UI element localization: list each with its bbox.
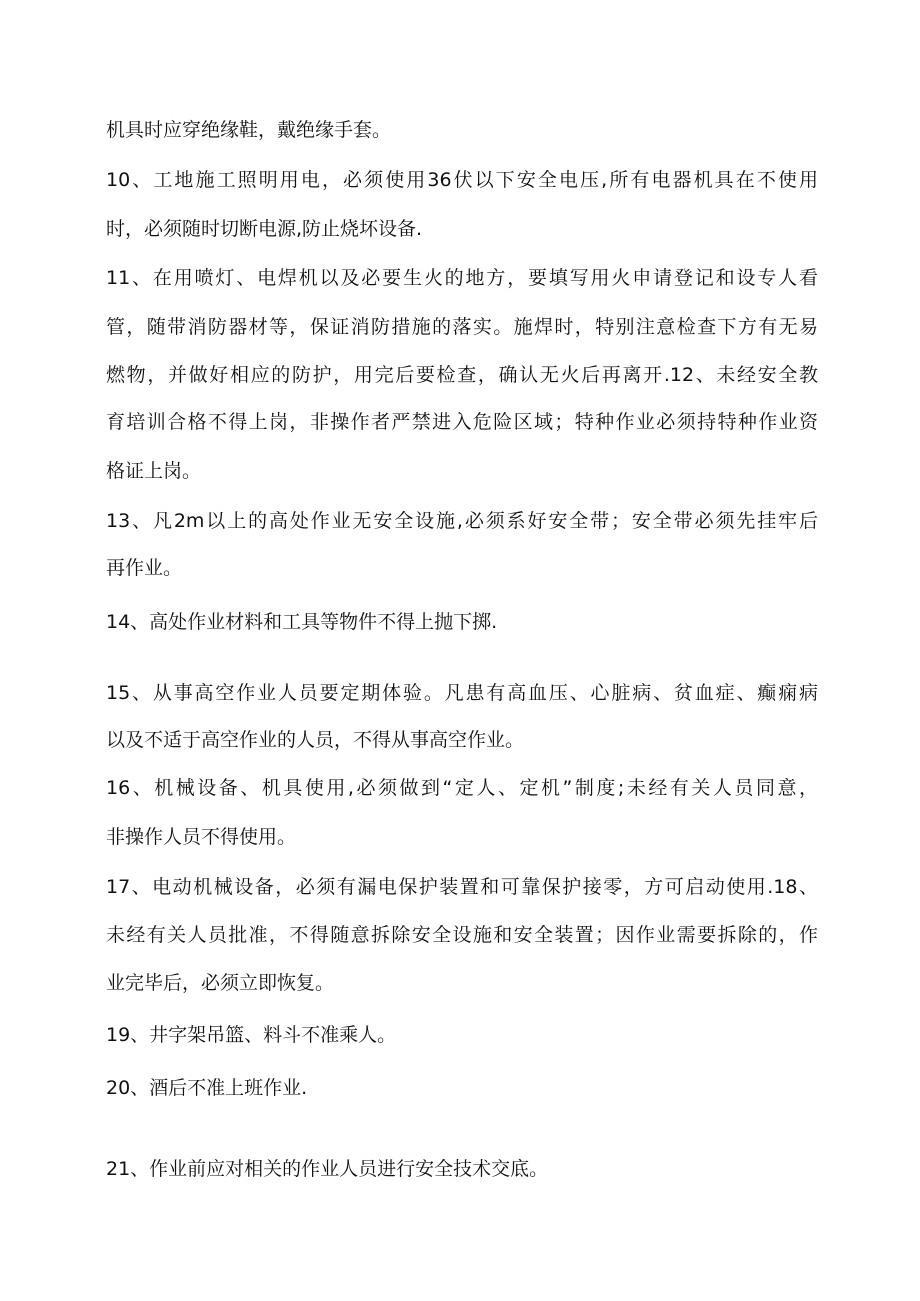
text-line-20: 20、酒后不准上班作业.: [106, 1077, 308, 1099]
text-line-4: 11、在用喷灯、电焊机以及必要生火的地方，要填写用火申请登记和设专人看: [106, 267, 818, 289]
text-line-2: 10、工地施工照明用电，必须使用36伏以下安全电压,所有电器机具在不使用: [106, 169, 818, 191]
text-line-18: 业完毕后，必须立即恢复。: [106, 972, 335, 994]
text-line-17: 未经有关人员批准，不得随意拆除安全设施和安全装置；因作业需要拆除的，作: [106, 924, 818, 946]
text-line-9: 13、凡2m以上的高处作业无安全设施,必须系好安全带；安全带必须先挂牢后: [106, 510, 818, 532]
text-line-5: 管，随带消防器材等，保证消防措施的落实。施焊时，特别注意检查下方有无易: [106, 316, 818, 338]
text-line-13: 以及不适于高空作业的人员，不得从事高空作业。: [106, 729, 525, 751]
text-line-3: 时，必须随时切断电源,防止烧坏设备.: [106, 218, 423, 240]
text-line-11: 14、高处作业材料和工具等物件不得上抛下掷.: [106, 611, 498, 633]
text-line-10: 再作业。: [106, 557, 183, 579]
text-line-7: 育培训合格不得上岗，非操作者严禁进入危险区域；特种作业必须持特种作业资: [106, 411, 818, 433]
text-line-19: 19、井字架吊篮、料斗不准乘人。: [106, 1024, 397, 1046]
text-line-8: 格证上岗。: [106, 460, 202, 482]
text-line-16: 17、电动机械设备，必须有漏电保护装置和可靠保护接零，方可启动使用.18、: [106, 876, 818, 898]
text-line-1: 机具时应穿绝缘鞋，戴绝缘手套。: [106, 119, 392, 141]
text-line-12: 15、从事高空作业人员要定期体验。凡患有高血压、心脏病、贫血症、癫痫病: [106, 682, 818, 704]
text-line-21: 21、作业前应对相关的作业人员进行安全技术交底。: [106, 1158, 549, 1180]
text-line-15: 非操作人员不得使用。: [106, 826, 297, 848]
text-line-14: 16、机械设备、机具使用,必须做到“定人、定机”制度;未经有关人员同意，: [106, 777, 818, 799]
text-line-6: 燃物，并做好相应的防护，用完后要检查，确认无火后再离开.12、未经安全教: [106, 364, 818, 386]
